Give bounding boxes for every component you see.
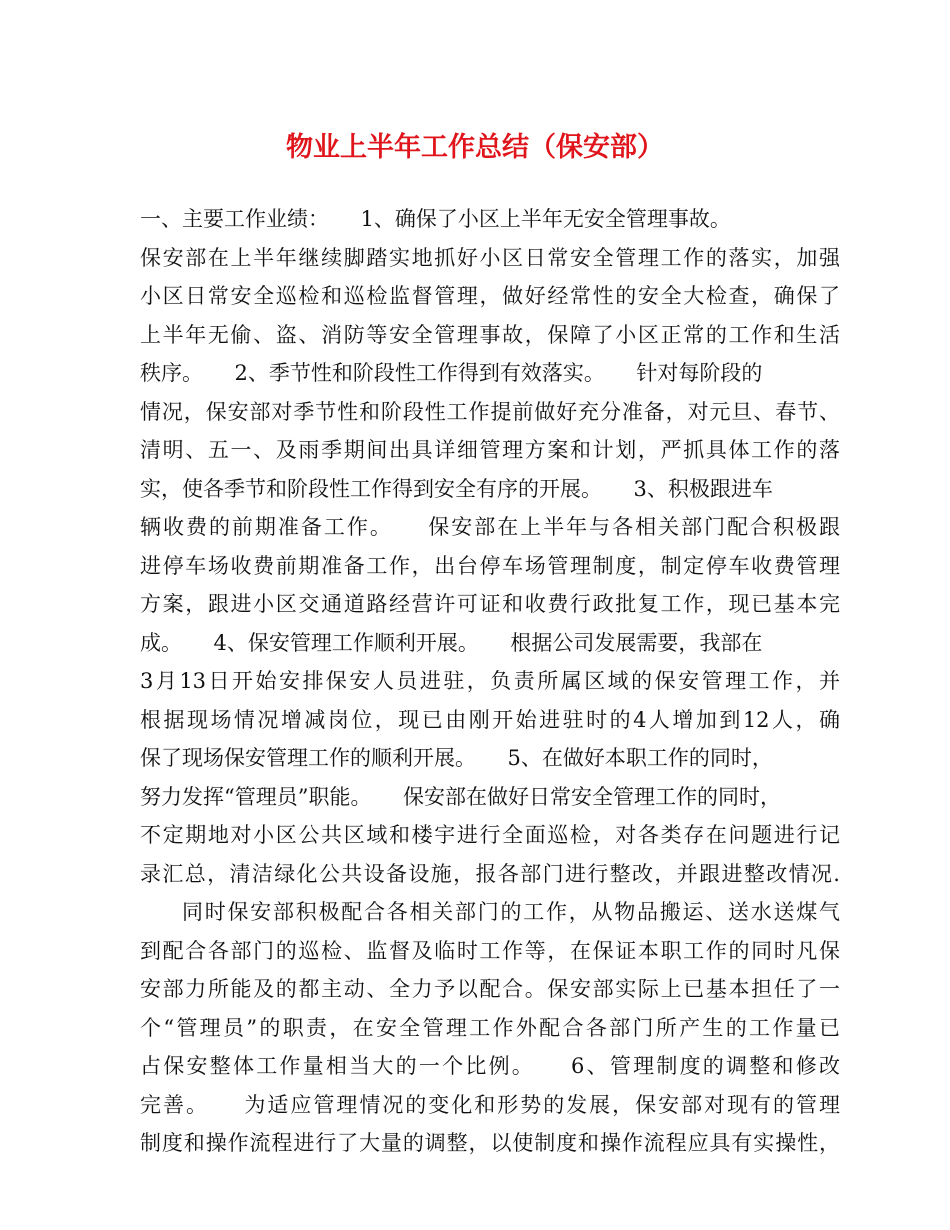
body-line: 安部力所能及的都主动、全力予以配合。保安部实际上已基本担任了一 (140, 977, 840, 1001)
body-line: 制度和操作流程进行了大量的调整，以使制度和操作流程应具有实操性， (140, 1131, 840, 1155)
body-line: 清明、五一、及雨季期间出具详细管理方案和计划，严抓具体工作的落 (140, 438, 840, 462)
document-body (140, 200, 840, 1163)
body-line: 个“管理员”的职责，在安全管理工作外配合各部门所产生的工作量已 (140, 1015, 840, 1040)
body-line: 秩序。 2、季节性和阶段性工作得到有效落实。 针对每阶段的 (140, 361, 763, 385)
body-line: 到配合各部门的巡检、监督及临时工作等，在保证本职工作的同时凡保 (140, 938, 840, 963)
body-line: 不定期地对小区公共区域和楼宇进行全面巡检，对各类存在问题进行记 (140, 823, 840, 847)
body-line: 完善。 为适应管理情况的变化和形势的发展，保安部对现有的管理 (140, 1092, 840, 1117)
body-line: 情况，保安部对季节性和阶段性工作提前做好充分准备，对元旦、春节、 (140, 399, 840, 424)
body-line: 根据现场情况增减岗位，现已由刚开始进驻时的4人增加到12人，确 (140, 707, 840, 732)
body-line: 保安部在上半年继续脚踏实地抓好小区日常安全管理工作的落实，加强 (140, 245, 840, 270)
body-line: 实，使各季节和阶段性工作得到安全有序的开展。 3、积极跟进车 (140, 476, 773, 501)
body-line: 成。 4、保安管理工作顺利开展。 根据公司发展需要，我部在 (140, 630, 763, 655)
body-line: 小区日常安全巡检和巡检监督管理，做好经常性的安全大检查，确保了 (140, 284, 840, 308)
body-line: 进停车场收费前期准备工作，出台停车场管理制度，制定停车收费管理 (140, 553, 840, 578)
body-line: 方案，跟进小区交通道路经营许可证和收费行政批复工作，现已基本完 (140, 592, 840, 616)
body-line: 努力发挥“管理员”职能。 保安部在做好日常安全管理工作的同时， (140, 784, 781, 809)
body-line: 一、主要工作业绩： 1、确保了小区上半年无安全管理事故。 (140, 207, 731, 231)
body-line: 辆收费的前期准备工作。 保安部在上半年与各相关部门配合积极跟 (140, 515, 840, 539)
body-line: 3月13日开始安排保安人员进驻，负责所属区域的保安管理工作，并 (140, 669, 840, 693)
body-line: 同时保安部积极配合各相关部门的工作，从物品搬运、送水送煤气 (182, 900, 840, 924)
body-line: 上半年无偷、盗、消防等安全管理事故，保障了小区正常的工作和生活 (140, 322, 840, 347)
body-line: 录汇总，清洁绿化公共设备设施，报各部门进行整改，并跟进整改情况. (140, 861, 840, 886)
document-title: 物业上半年工作总结（保安部） (286, 132, 664, 163)
body-line: 占保安整体工作量相当大的一个比例。 6、管理制度的调整和修改 (140, 1054, 840, 1078)
body-line: 保了现场保安管理工作的顺利开展。 5、在做好本职工作的同时， (140, 746, 773, 770)
